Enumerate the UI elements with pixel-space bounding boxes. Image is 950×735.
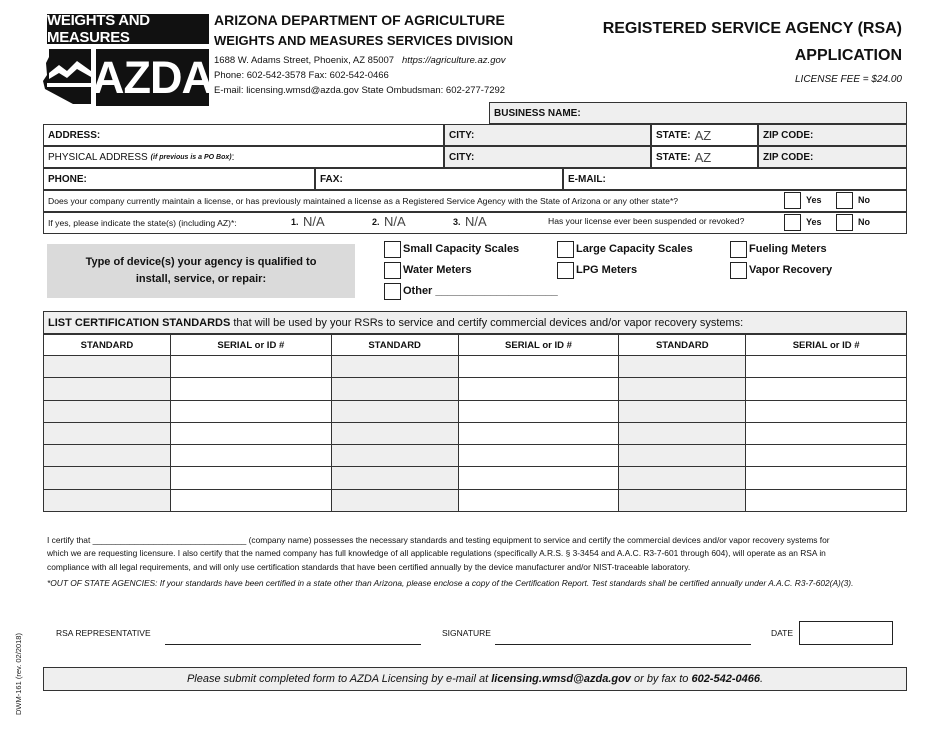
cert-heading-bold: LIST CERTIFICATION STANDARDS [48, 316, 231, 329]
state-entry-3[interactable]: N/A [465, 214, 487, 229]
email-label: E-MAIL: [568, 173, 606, 185]
standard-cell[interactable] [619, 356, 746, 378]
other-device-checkbox[interactable] [384, 283, 401, 300]
physical-address-note: (if previous is a PO Box) [150, 153, 232, 161]
no-label: No [858, 217, 870, 227]
zip-label: ZIP CODE: [763, 151, 814, 163]
suspended-yes-checkbox[interactable] [784, 214, 801, 231]
form-id: DWM-161 (rev. 02/2018) [14, 633, 23, 715]
col-serial: SERIAL or ID # [170, 335, 331, 356]
serial-cell[interactable] [458, 489, 619, 511]
other-device-label: Other ____________________ [403, 285, 558, 297]
question-suspended-text: Has your license ever been suspended or revoked? [548, 216, 745, 226]
zip-label: ZIP CODE: [763, 129, 814, 141]
col-standard: STANDARD [44, 335, 171, 356]
date-field[interactable] [799, 621, 893, 645]
signature-label: SIGNATURE [442, 628, 491, 638]
department-name: ARIZONA DEPARTMENT OF AGRICULTURE [214, 12, 505, 28]
serial-cell[interactable] [746, 489, 907, 511]
fueling-meters-checkbox[interactable] [730, 241, 747, 258]
serial-cell[interactable] [458, 445, 619, 467]
col-serial: SERIAL or ID # [458, 335, 619, 356]
serial-cell[interactable] [458, 356, 619, 378]
date-label: DATE [771, 628, 794, 638]
small-capacity-scales-checkbox[interactable] [384, 241, 401, 258]
arizona-map-icon [43, 49, 91, 104]
standard-cell[interactable] [44, 467, 171, 489]
standard-cell[interactable] [44, 356, 171, 378]
phone-label: PHONE: [48, 173, 87, 185]
serial-cell[interactable] [458, 422, 619, 444]
lpg-meters-checkbox[interactable] [557, 262, 574, 279]
certification-standards-heading [43, 311, 907, 334]
state-value: AZ [694, 149, 712, 165]
serial-cell[interactable] [746, 445, 907, 467]
state-field[interactable] [651, 124, 758, 146]
yes-label: Yes [806, 195, 822, 205]
address-field[interactable] [43, 124, 444, 146]
standards-row [44, 445, 907, 467]
large-capacity-scales-label: Large Capacity Scales [576, 243, 693, 255]
question-prior-license-text: Does your company currently maintain a license, or has previously maintained a license as a Registered Service Agency with the State of Arizona or any other state*? [48, 196, 679, 206]
yes-label: Yes [806, 217, 822, 227]
city-label: CITY: [449, 129, 475, 141]
business-name-label: BUSINESS NAME: [494, 107, 581, 119]
rsa-representative-line[interactable] [165, 630, 421, 645]
vapor-recovery-checkbox[interactable] [730, 262, 747, 279]
signature-line[interactable] [495, 630, 751, 645]
standard-cell[interactable] [331, 422, 458, 444]
submit-text-pre: Please submit completed form to AZDA Licensing by e-mail at [186, 673, 492, 685]
col-standard: STANDARD [331, 335, 458, 356]
business-name-field[interactable] [489, 102, 907, 124]
question-states-text: If yes, please indicate the state(s) (including AZ)*: [48, 218, 237, 228]
standard-cell[interactable] [619, 489, 746, 511]
fax-field[interactable] [315, 168, 563, 190]
standards-row [44, 467, 907, 489]
standard-cell[interactable] [331, 445, 458, 467]
standards-table [43, 334, 907, 512]
phone-fax-line: Phone: 602-542-3578 Fax: 602-542-0466 [214, 70, 389, 81]
standards-table-body [44, 356, 907, 512]
serial-cell[interactable] [170, 467, 331, 489]
serial-cell[interactable] [458, 400, 619, 422]
standard-cell[interactable] [331, 378, 458, 400]
lpg-meters-label: LPG Meters [576, 264, 638, 276]
standards-row [44, 489, 907, 511]
website-link[interactable]: https://agriculture.az.gov [402, 55, 506, 66]
standard-cell[interactable] [44, 400, 171, 422]
standard-cell[interactable] [619, 400, 746, 422]
license-fee: LICENSE FEE = $24.00 [794, 74, 902, 85]
serial-cell[interactable] [170, 378, 331, 400]
form-title-line1: REGISTERED SERVICE AGENCY (RSA) [602, 20, 902, 37]
submit-email-link[interactable]: licensing.wmsd@azda.gov [491, 673, 631, 685]
fueling-meters-label: Fueling Meters [749, 243, 827, 255]
physical-state-field[interactable] [651, 146, 758, 168]
physical-city-field[interactable] [444, 146, 651, 168]
out-of-state-note: *OUT OF STATE AGENCIES: If your standards have been certified in a state other than Arizona, please enclose a copy of the Certification Report. Test standards shall be certified annually under A.A.C. R3-7-602(A)(3). [47, 578, 854, 588]
rsa-representative-label: RSA REPRESENTATIVE [56, 628, 151, 638]
standard-cell[interactable] [331, 489, 458, 511]
address-line [214, 55, 506, 66]
serial-cell[interactable] [746, 356, 907, 378]
prior-license-no-checkbox[interactable] [836, 192, 853, 209]
physical-address-label: PHYSICAL ADDRESS [48, 151, 148, 163]
standards-row [44, 400, 907, 422]
serial-cell[interactable] [170, 445, 331, 467]
email-ombudsman-line: E-mail: licensing.wmsd@azda.gov State Ombudsman: 602-277-7292 [214, 85, 506, 96]
small-capacity-scales-label: Small Capacity Scales [403, 243, 520, 255]
standards-header-row [44, 335, 907, 356]
state-number-2: 2. [372, 217, 380, 227]
standard-cell[interactable] [331, 400, 458, 422]
standards-row [44, 378, 907, 400]
prior-license-yes-checkbox[interactable] [784, 192, 801, 209]
col-standard: STANDARD [619, 335, 746, 356]
question-prior-license [43, 190, 907, 212]
large-capacity-scales-checkbox[interactable] [557, 241, 574, 258]
city-field[interactable] [444, 124, 651, 146]
no-label: No [858, 195, 870, 205]
serial-cell[interactable] [746, 422, 907, 444]
serial-cell[interactable] [746, 467, 907, 489]
fax-label: FAX: [320, 173, 343, 185]
water-meters-label: Water Meters [403, 264, 472, 276]
water-meters-checkbox[interactable] [384, 262, 401, 279]
vapor-recovery-label: Vapor Recovery [749, 264, 833, 276]
zip-field[interactable] [758, 124, 907, 146]
state-label: STATE: [656, 129, 691, 141]
standard-cell[interactable] [619, 422, 746, 444]
submit-text-mid: or by fax to [630, 673, 692, 685]
serial-cell[interactable] [170, 489, 331, 511]
physical-address-field[interactable]: PHYSICAL ADDRESS (if previous is a PO Box) : [43, 146, 444, 168]
suspended-no-checkbox[interactable] [836, 214, 853, 231]
division-name: WEIGHTS AND MEASURES SERVICES DIVISION [214, 33, 514, 48]
serial-cell[interactable] [170, 356, 331, 378]
state-entry-1[interactable]: N/A [303, 214, 325, 229]
cert-heading-rest: that will be used by your RSRs to service and certify commercial devices and/or vapor recovery systems: [230, 316, 744, 329]
address-label: ADDRESS: [48, 129, 101, 141]
standards-row [44, 356, 907, 378]
logo-top-banner: WEIGHTS AND MEASURES [47, 14, 209, 44]
state-number-1: 1. [291, 217, 299, 227]
serial-cell[interactable] [458, 378, 619, 400]
serial-cell[interactable] [170, 400, 331, 422]
street-address: 1688 W. Adams Street, Phoenix, AZ 85007 [214, 55, 395, 66]
standard-cell[interactable] [619, 467, 746, 489]
certify-line-2: which we are requesting licensure. I also certify that the named company has full knowledge of all applicable regulations (specifically A.R.S. § 3-3454 and A.A.C. R3-7-601 through 604), will operate as an RSA in [47, 548, 826, 558]
form-title-line2: APPLICATION [794, 47, 902, 64]
phone-field[interactable] [43, 168, 315, 190]
standard-cell[interactable] [619, 445, 746, 467]
submit-fax-number: 602-542-0466 [691, 673, 760, 685]
submit-instructions [43, 667, 907, 691]
logo-azda: AZDA [96, 49, 209, 106]
serial-cell[interactable] [170, 422, 331, 444]
submit-text-post: . [759, 673, 764, 685]
standard-cell[interactable] [44, 445, 171, 467]
standard-cell[interactable] [44, 489, 171, 511]
state-entry-2[interactable]: N/A [384, 214, 406, 229]
serial-cell[interactable] [458, 467, 619, 489]
standard-cell[interactable] [619, 378, 746, 400]
state-value: AZ [694, 127, 712, 143]
certify-line-1: I certify that _________________________________ (company name) possesses the necessary standards and testing equipment to service and certify the commercial devices and/or vapor recovery systems for [47, 535, 830, 545]
standard-cell[interactable] [44, 422, 171, 444]
device-type-prompt-text: Type of device(s) your agency is qualified to install, service, or repair: [85, 256, 317, 285]
city-label: CITY: [449, 151, 475, 163]
standard-cell[interactable] [44, 378, 171, 400]
certify-line-3: compliance with all legal requirements, and will only use certification standards that have been certified annually by the device manufacturer and/or NIST-traceable laboratory. [47, 562, 691, 572]
serial-cell[interactable] [746, 400, 907, 422]
device-type-prompt [47, 244, 355, 298]
serial-cell[interactable] [746, 378, 907, 400]
standard-cell[interactable] [331, 356, 458, 378]
standards-row [44, 422, 907, 444]
physical-zip-field[interactable] [758, 146, 907, 168]
col-serial: SERIAL or ID # [746, 335, 907, 356]
standard-cell[interactable] [331, 467, 458, 489]
email-field[interactable] [563, 168, 907, 190]
state-number-3: 3. [453, 217, 461, 227]
state-label: STATE: [656, 151, 691, 163]
